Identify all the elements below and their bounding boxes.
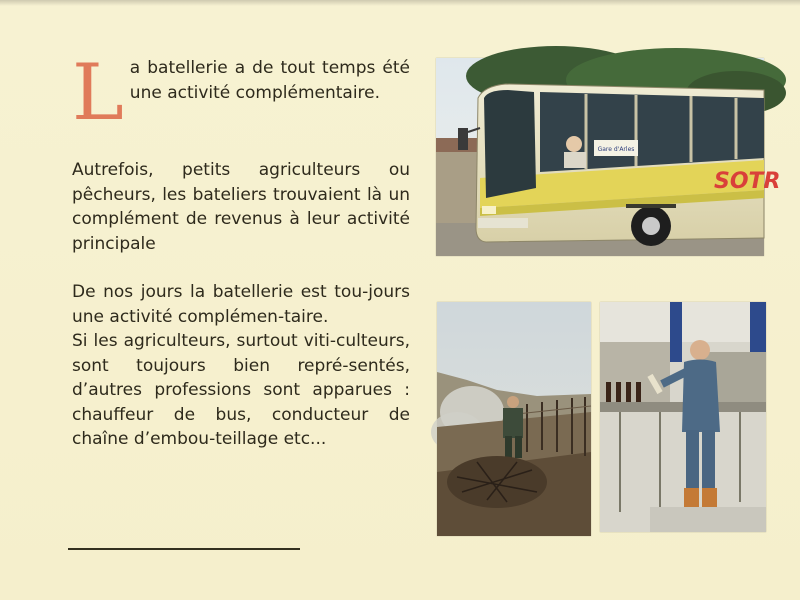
- paragraph-today: De nos jours la batellerie est tou-jours une activité complémen-taire.: [72, 282, 410, 327]
- photo-bus-illustration: [436, 58, 781, 256]
- article-text: [72, 48, 410, 452]
- bottom-rule-divider: [68, 548, 300, 550]
- bus-side-logo: SOTR: [714, 169, 781, 194]
- drop-cap-letter: L: [72, 48, 124, 138]
- photo-bottling-line: [600, 302, 766, 532]
- bus-destination-sign: Gare d'Arles: [597, 146, 635, 153]
- paragraph-intro-text: a batellerie a de tout temps été une activité complémentaire.: [129, 58, 410, 103]
- photo-vineyard-worker: [437, 302, 591, 536]
- photo-bottling-illustration: [600, 302, 766, 532]
- scan-edge-shadow: [0, 0, 800, 6]
- paragraph-past: Autrefois, petits agriculteurs ou pêcheurs, les bateliers trouvaient là un complément de revenus à leur activité principale: [72, 160, 410, 254]
- photo-bus: [436, 58, 781, 256]
- paragraph-professions: Si les agriculteurs, surtout viti-culteurs, sont toujours bien repré-sentés, d’autres professions sont apparues : chauffeur de bus, conducteur de chaîne d’embou-teillage etc...: [72, 331, 410, 449]
- photo-vineyard-illustration: [437, 302, 591, 536]
- paragraph-intro: [72, 48, 410, 138]
